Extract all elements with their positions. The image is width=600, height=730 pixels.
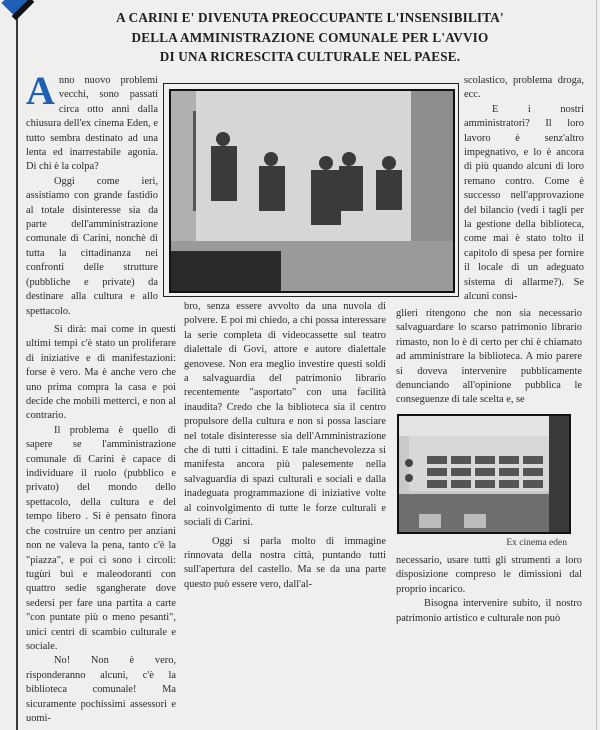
paragraph-5: No! Non è vero, risponderanno alcuni, c'è la biblioteca comunale! Ma sicuramente pochissimi assessori e uomi-	[26, 655, 176, 724]
paragraph-2: Oggi come ieri, assistiamo con grande fastidio al totale disinteresse sia da parte dell'amministrazione comunale di Carini, nonchè di tutta la cittadinanza nei confronti delle strutture (pubbliche e private) da destinare alla cultura e allo spettacolo.	[26, 175, 158, 317]
paragraph-right-4: necessario, usare tutti gli strumenti a loro disposizione compreso le dimissioni dal proprio incarico.	[396, 555, 582, 595]
magazine-logo-icon	[0, 0, 38, 26]
column-left-bottom	[26, 323, 176, 726]
paragraph-right-1: scolastico, problema droga, ecc.	[464, 75, 584, 101]
paragraph-middle-2: Oggi si parla molto di immagine rinnovata della nostra città, puntando tutti sull'apertura del castello. Ma se da una parte questo può essere vero, dall'al-	[184, 535, 386, 590]
headline-line-2: DELLA AMMINISTRAZIONE COMUNALE PER L'AVVIO	[131, 29, 489, 45]
article-headline	[40, 8, 580, 67]
drop-cap: A	[26, 68, 55, 113]
page-border-line	[16, 0, 18, 730]
photo-caption: Ex cinema eden	[506, 538, 567, 548]
photo-ex-cinema-eden	[397, 414, 571, 534]
headline-line-3: DI UNA RICRESCITA CULTURALE NEL PAESE.	[159, 49, 461, 64]
headline-line-1: A CARINI E' DIVENUTA PREOCCUPANTE L'INSENSIBILITA'	[116, 10, 504, 25]
column-right-middle	[396, 307, 582, 408]
photo-elderly-men	[169, 89, 455, 293]
paragraph-middle-1: bro, senza essere avvolto da una nuvola di polvere. E poi mi chiedo, a chi possa interessare la serie completa di videocassette sul teatro dialettale di Govi, attore e autore dialettale genovese. Non era meglio investire questi soldi a salvaguardia del patrimonio librario recentemente "asportato" con una facilità inaudita? Credo che la biblioteca sia il centro propulsore della cultura e non si possa lasciare nel totale disinteresse sia dell'Amministrazione che di tutti i cittadini. E tale manchevolezza si manifesta ancora più palesemente nella salvaguardia di spazi culturali e sociali e dalla inadeguata programmazione di iniziative volte al coinvolgimento di tutte le forze culturali e sociali di Carini.	[184, 301, 386, 529]
page-edge	[596, 0, 597, 730]
paragraph-3: Si dirà: mai come in questi ultimi tempi c'è stato un proliferare di iniziative e di manifestazioni: forse è vero. Ma è anche vero che uno prima compra la casa e poi decide che mobili metterci, e non al contrario.	[26, 324, 176, 422]
paragraph-right-3: glieri ritengono che non sia necessario salvaguardare lo scarso patrimonio librario rimasto, non lo è di certo per chi è chiamato ad amministrare la biblioteca. A mio parere si doveva intervenire pubblicamente denunciando all'opinione pubblica le conseguenze di tale scelta e, se	[396, 308, 582, 406]
paragraph-right-5: Bisogna intervenire subito, il nostro patrimonio artistico e culturale non può	[396, 598, 582, 624]
paragraph-4: Il problema è quello di sapere se l'amministrazione comunale di Carini è capace di individuare il ruolo (pubblico e privato) del mondo dello spettacolo, della cultura e del tempo libero . Si è pensato finora che costruire un centro per anziani non ne valeva la pena, tanto c'è la "piazza", e poi ci sono i circoli: tugùri bui e maleodoranti con quattro sedie sgangherate dove sedersi per fare una partita a carte "con puntate più o meno pesanti", unici centri di scambio culturale e sociale.	[26, 424, 176, 652]
column-middle	[184, 300, 386, 592]
paragraph-1: nno nuovo problemi vecchi, sono passati circa otto anni dalla chiusura dell'ex cinema Eden, e tutto sembra destinato ad una lenta ed inarrestabile agonia. Di chi è la colpa?	[26, 75, 158, 173]
column-right-top	[464, 74, 584, 305]
column-right-bottom	[396, 554, 582, 626]
column-left-top	[26, 68, 158, 319]
paragraph-right-2: E i nostri amministratori? Il loro lavoro è senz'altro impegnativo, e lo è ancora di più quando alcuni di loro remano contro. Come è successo nell'approvazione del bilancio (vedi i tagli per la gestione della biblioteca, come mai è stato tolto il capitolo di spesa per fornire il locale di un adeguato sistema di allarme?). Se alcuni consi-	[464, 103, 584, 303]
